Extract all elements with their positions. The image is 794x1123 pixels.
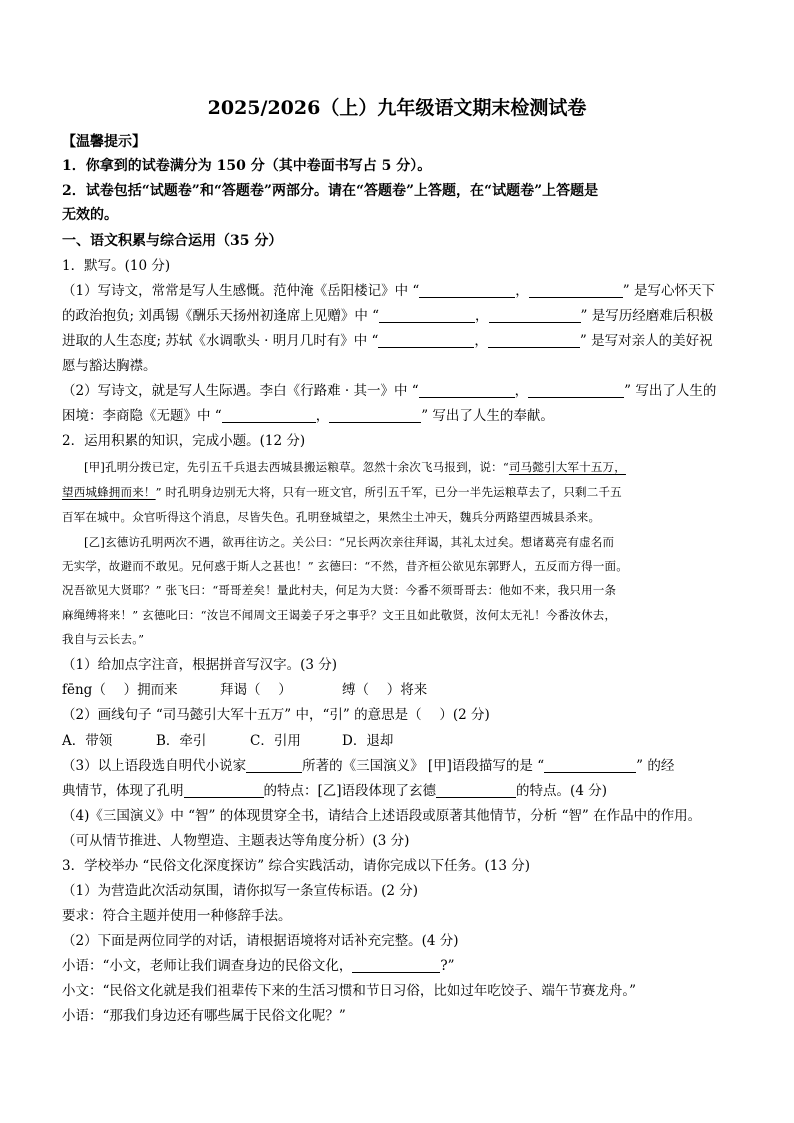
q1-line2-end: ” 是写历经磨难后积极 xyxy=(580,308,714,324)
q2-sub3-text: （3）以上语段选自明代小说家 xyxy=(62,758,247,774)
passage-jia-line1 xyxy=(62,457,738,477)
q1-line1-end: ” 是写心怀天下 xyxy=(622,283,715,299)
answer-blank[interactable] xyxy=(489,308,581,323)
q1-line1-text: （1）写诗文，常常是写人生感慨。范仲淹《岳阳楼记》中 “ xyxy=(62,283,420,299)
q1-line6-end: ” 写出了人生的奉献。 xyxy=(421,408,554,424)
passage-jia-text: ” 时孔明身边别无大将，只有一班文官，所引五千军，已分一半先运粮草去了，只剩二千五 xyxy=(155,485,622,499)
q3-sub2: （2）下面是两位同学的对话，请根据语境将对话补充完整。(4 分) xyxy=(62,933,459,949)
passage-jia-text: [甲]孔明分拨已定，先引五千兵退去西城县搬运粮草。忽然十余次飞马报到，说：“ xyxy=(84,460,509,474)
q1-line1 xyxy=(62,281,738,301)
q1-line6-text: 困境：李商隐《无题》中 “ xyxy=(62,408,222,424)
answer-blank[interactable] xyxy=(379,308,475,323)
q1-line5-end: ” 写出了人生的 xyxy=(624,383,717,399)
passage-yi-line2: 无实学，故避而不敢见。兄何惑于斯人之甚也！” 玄德曰：“不然，昔齐桓公欲见东郭野人，五反而方得一面。 xyxy=(62,559,628,573)
q1-heading: 1．默写。(10 分) xyxy=(62,258,171,274)
passage-yi-line5: 我自与云长去。” xyxy=(62,632,145,646)
q2-sub4-line1: （4)《三国演义》中 “智” 的体现贯穿全书，请结合上述语段或原著其他情节，分析 “智” 在作品中的作用。 xyxy=(62,808,702,824)
option-c: C．引用 xyxy=(250,733,301,749)
q3-heading: 3．学校举办 “民俗文化深度探访” 综合实践活动，请你完成以下任务。(13 分) xyxy=(62,858,530,874)
q1-line3-end: ” 是写对亲人的美好祝 xyxy=(579,333,713,349)
q1-line2 xyxy=(62,306,738,326)
q2-sub3-text: 典情节，体现了孔明 xyxy=(62,783,184,799)
q2-sub1: （1）给加点字注音，根据拼音写汉字。(3 分) xyxy=(62,657,338,673)
q1-line6 xyxy=(62,406,738,426)
tip-2-line2: 无效的。 xyxy=(62,207,118,223)
tip-2-line1: 2．试卷包括“试题卷”和“答题卷”两部分。请在“答题卷”上答题，在“试题卷”上答题是 xyxy=(62,183,599,199)
passage-yi-line1: [乙]玄德访孔明两次不遇，欲再往访之。关公曰：“兄长两次亲往拜谒，其礼太过矣。想诸葛亮有虚名而 xyxy=(84,535,615,549)
q3-requirement: 要求：符合主题并使用一种修辞手法。 xyxy=(62,908,292,924)
answer-blank[interactable] xyxy=(419,383,515,398)
dialogue-text: 小语：“小文，老师让我们调查身边的民俗文化， xyxy=(62,958,353,974)
q1-line1-sep: ， xyxy=(515,283,529,299)
tips-header: 【温馨提示】 xyxy=(62,134,146,150)
answer-blank[interactable] xyxy=(488,333,580,348)
section-1-heading: 一、语文积累与综合运用（35 分） xyxy=(62,233,283,249)
q2-sub3-text: 所著的《三国演义》 [甲]语段描写的是 “ xyxy=(302,758,545,774)
answer-blank[interactable] xyxy=(436,783,516,798)
q2-sub3-text: 的特点：[乙]语段体现了玄德 xyxy=(263,783,437,799)
q2-sub1-items xyxy=(62,680,738,700)
answer-blank[interactable] xyxy=(246,758,302,773)
q1-line3-sep: ， xyxy=(474,333,488,349)
passage-jia-line2 xyxy=(62,482,738,502)
answer-blank[interactable] xyxy=(529,283,623,298)
exam-title: 2025/2026（上）九年级语文期末检测试卷 xyxy=(207,97,587,119)
q1-line6-sep: ， xyxy=(315,408,330,424)
answer-blank[interactable] xyxy=(378,333,474,348)
q2-sub3-line1 xyxy=(62,756,738,776)
q1-line3-text: 进取的人生态度; 苏轼《水调歌头 · 明月几时有》中 “ xyxy=(62,333,379,349)
q2-sub3-text: 的特点。(4 分) xyxy=(516,783,607,799)
q1-line5 xyxy=(62,381,738,401)
tip-1: 1．你拿到的试卷满分为 150 分（其中卷面书写占 5 分）。 xyxy=(62,158,432,174)
q1-line5-text: （2）写诗文，就是写人生际遇。李白《行路难 · 其一》中 “ xyxy=(62,383,419,399)
q1-line3 xyxy=(62,331,738,351)
q2-sub2: （2）画线句子 “司马懿引大军十五万” 中，“引” 的意思是（ ）(2 分) xyxy=(62,707,490,723)
q2-sub2-options xyxy=(62,731,738,751)
answer-blank[interactable] xyxy=(329,408,421,423)
passage-jia-line3: 百军在城中。众官听得这个消息，尽皆失色。孔明登城望之，果然尘土冲天，魏兵分两路望西城县杀来。 xyxy=(62,510,601,524)
pinyin-item: fēng（ ）拥而来 xyxy=(62,682,178,698)
answer-blank[interactable] xyxy=(528,383,624,398)
pinyin-item: 拜谒（ ） xyxy=(220,682,292,698)
pinyin-item: 缚（ ）将来 xyxy=(342,682,428,698)
answer-blank[interactable] xyxy=(222,408,316,423)
answer-blank[interactable] xyxy=(184,783,264,798)
q1-line5-sep: ， xyxy=(514,383,529,399)
q2-sub3-line2 xyxy=(62,781,738,801)
dialogue-line1 xyxy=(62,956,738,976)
q2-heading: 2．运用积累的知识，完成小题。(12 分) xyxy=(62,433,306,449)
answer-blank[interactable] xyxy=(419,283,515,298)
option-a: A．带领 xyxy=(62,733,113,749)
q1-line2-text: 的政治抱负; 刘禹锡《酬乐天扬州初逢席上见赠》中 “ xyxy=(62,308,380,324)
q1-line2-sep: ， xyxy=(475,308,489,324)
q3-sub1: （1）为营造此次活动氛围，请你拟写一条宣传标语。(2 分) xyxy=(62,883,419,899)
dialogue-line2: 小文：“民俗文化就是我们祖辈传下来的生活习惯和节日习俗，比如过年吃饺子、端午节赛龙舟。” xyxy=(62,983,637,999)
answer-blank[interactable] xyxy=(544,758,636,773)
dialogue-line3: 小语：“那我们身边还有哪些属于民俗文化呢？” xyxy=(62,1008,346,1024)
q2-sub3-text: ” 的经 xyxy=(636,758,675,774)
answer-blank[interactable] xyxy=(352,958,440,973)
option-d: D．退却 xyxy=(342,733,394,749)
q1-line4: 愿与豁达胸襟。 xyxy=(62,358,157,374)
dialogue-text: ?” xyxy=(440,958,455,974)
passage-yi-line4: 麻绳缚将来！” 玄德叱曰：“汝岂不闻周文王谒姜子牙之事乎？文王且如此敬贤，汝何太无礼！今番汝休去， xyxy=(62,608,617,622)
underlined-sentence: 望西城蜂拥而来！ xyxy=(62,485,156,499)
q2-sub4-line2: （可从情节推进、人物塑造、主题表达等角度分析）(3 分) xyxy=(62,833,410,849)
option-b: B．牵引 xyxy=(156,733,207,749)
underlined-sentence: 司马懿引大军十五万， xyxy=(508,460,626,474)
passage-yi-line3: 况吾欲见大贤耶？” 张飞曰：“哥哥差矣！量此村夫，何足为大贤：今番不须哥哥去：他如不来，我只用一条 xyxy=(62,583,617,597)
